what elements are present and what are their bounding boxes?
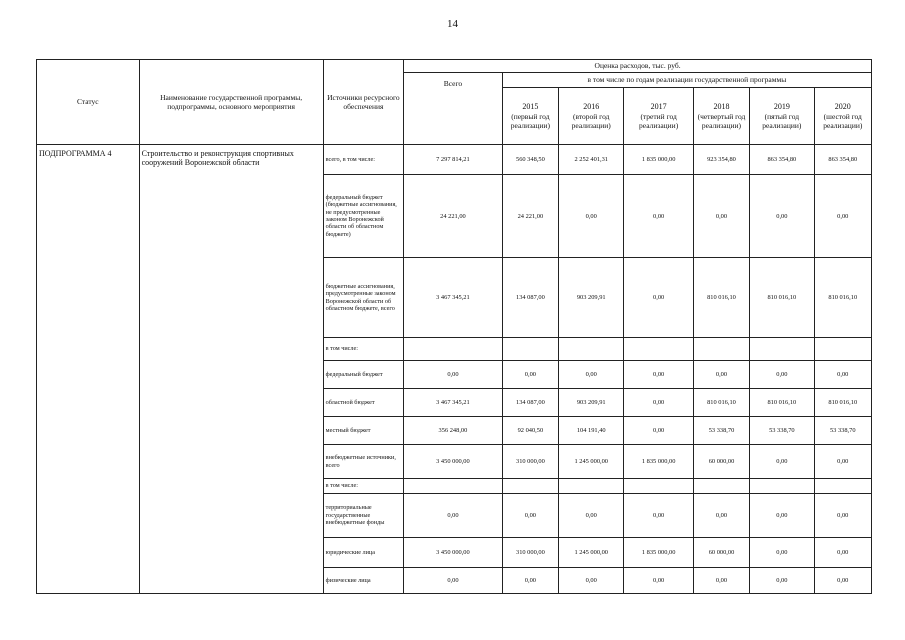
year-value-cell: 923 354,80: [693, 145, 749, 175]
year-value-cell: 0,00: [559, 361, 624, 389]
total-cell: [404, 479, 503, 494]
year-value-cell: 0,00: [624, 175, 693, 258]
year-label: 2019: [773, 101, 790, 111]
year-value-cell: [559, 479, 624, 494]
year-label: 2018: [713, 101, 730, 111]
year-value-cell: 0,00: [750, 361, 814, 389]
year-value-cell: 0,00: [750, 538, 814, 568]
year-value-cell: 310 000,00: [502, 538, 558, 568]
source-cell: в том числе:: [323, 479, 403, 494]
header-year-2018: [693, 88, 749, 145]
year-value-cell: 0,00: [814, 175, 871, 258]
year-value-cell: 0,00: [750, 175, 814, 258]
year-value-cell: 60 000,00: [693, 538, 749, 568]
year-value-cell: [502, 338, 558, 361]
year-value-cell: 810 016,10: [693, 389, 749, 417]
year-value-cell: 810 016,10: [814, 389, 871, 417]
total-cell: 3 450 000,00: [404, 445, 503, 479]
year-value-cell: 0,00: [624, 568, 693, 594]
header-year-2015: [502, 88, 558, 145]
year-value-cell: 0,00: [502, 361, 558, 389]
year-value-cell: 1 245 000,00: [559, 445, 624, 479]
year-value-cell: 53 338,70: [814, 417, 871, 445]
header-estimate: Оценка расходов, тыс. руб.: [404, 60, 872, 73]
year-value-cell: [814, 338, 871, 361]
year-value-cell: 0,00: [814, 361, 871, 389]
header-year-2020: [814, 88, 871, 145]
year-value-cell: [693, 479, 749, 494]
source-cell: бюджетные ассигнования, предусмотренные законом Воронежской области об областном бюджете, всего: [323, 258, 403, 338]
year-value-cell: 810 016,10: [814, 258, 871, 338]
year-value-cell: 0,00: [814, 568, 871, 594]
total-cell: 7 297 814,21: [404, 145, 503, 175]
year-value-cell: [624, 338, 693, 361]
year-value-cell: 134 087,00: [502, 389, 558, 417]
total-cell: 24 221,00: [404, 175, 503, 258]
year-value-cell: [693, 338, 749, 361]
total-cell: 0,00: [404, 568, 503, 594]
year-value-cell: 134 087,00: [502, 258, 558, 338]
year-value-cell: 0,00: [750, 568, 814, 594]
year-value-cell: 104 191,40: [559, 417, 624, 445]
year-value-cell: 560 348,50: [502, 145, 558, 175]
year-value-cell: [750, 479, 814, 494]
year-value-cell: [559, 338, 624, 361]
year-value-cell: 0,00: [624, 417, 693, 445]
year-value-cell: [814, 479, 871, 494]
resource-table: [36, 59, 872, 594]
year-value-cell: 1 835 000,00: [624, 145, 693, 175]
year-value-cell: 0,00: [624, 494, 693, 538]
year-label: 2020: [834, 101, 851, 111]
year-value-cell: 0,00: [559, 568, 624, 594]
year-value-cell: 0,00: [559, 494, 624, 538]
source-cell: местный бюджет: [323, 417, 403, 445]
year-value-cell: 2 252 401,31: [559, 145, 624, 175]
year-label: 2017: [650, 101, 667, 111]
year-value-cell: 0,00: [693, 568, 749, 594]
source-cell: федеральный бюджет: [323, 361, 403, 389]
year-label: 2015: [522, 101, 539, 111]
year-value-cell: [624, 479, 693, 494]
year-value-cell: 60 000,00: [693, 445, 749, 479]
year-value-cell: 0,00: [814, 445, 871, 479]
year-value-cell: 903 209,91: [559, 389, 624, 417]
year-value-cell: 810 016,10: [750, 389, 814, 417]
table-row: [37, 145, 872, 175]
year-value-cell: 0,00: [814, 494, 871, 538]
year-value-cell: 0,00: [750, 445, 814, 479]
year-note: (третий год реализации): [639, 111, 679, 130]
header-total: Всего: [404, 73, 503, 145]
year-value-cell: 863 354,80: [750, 145, 814, 175]
year-value-cell: 0,00: [693, 494, 749, 538]
page-number: 14: [447, 18, 458, 30]
year-note: (первый год реализации): [510, 111, 550, 130]
header-year-2019: [750, 88, 814, 145]
total-cell: 356 248,00: [404, 417, 503, 445]
year-value-cell: 810 016,10: [750, 258, 814, 338]
header-by-years: в том числе по годам реализации государственной программы: [502, 73, 871, 88]
year-value-cell: 0,00: [750, 494, 814, 538]
year-value-cell: 0,00: [693, 175, 749, 258]
header-name: Наименование государственной программы, подпрограммы, основного мероприятия: [139, 60, 323, 145]
year-value-cell: 1 835 000,00: [624, 445, 693, 479]
program-status: ПОДПРОГРАММА 4: [37, 145, 140, 594]
header-year-2016: [559, 88, 624, 145]
total-cell: 0,00: [404, 361, 503, 389]
year-value-cell: 863 354,80: [814, 145, 871, 175]
year-value-cell: 1 245 000,00: [559, 538, 624, 568]
year-value-cell: 0,00: [502, 494, 558, 538]
year-value-cell: 53 338,70: [693, 417, 749, 445]
source-cell: всего, в том числе:: [323, 145, 403, 175]
source-cell: физические лица: [323, 568, 403, 594]
header-status: Статус: [37, 60, 140, 145]
year-value-cell: 0,00: [624, 258, 693, 338]
total-cell: 3 450 000,00: [404, 538, 503, 568]
total-cell: [404, 338, 503, 361]
year-value-cell: [750, 338, 814, 361]
year-value-cell: 0,00: [693, 361, 749, 389]
year-note: (четвертый год реализации): [697, 111, 746, 130]
year-value-cell: 903 209,91: [559, 258, 624, 338]
source-cell: областной бюджет: [323, 389, 403, 417]
year-label: 2016: [583, 101, 600, 111]
source-cell: в том числе:: [323, 338, 403, 361]
year-value-cell: 24 221,00: [502, 175, 558, 258]
year-value-cell: 0,00: [559, 175, 624, 258]
year-value-cell: 0,00: [624, 361, 693, 389]
program-name: Строительство и реконструкция спортивных сооружений Воронежской области: [139, 145, 323, 594]
header-year-2017: [624, 88, 693, 145]
source-cell: внебюджетные источники, всего: [323, 445, 403, 479]
total-cell: 3 467 345,21: [404, 258, 503, 338]
source-cell: территориальные государственные внебюджетные фонды: [323, 494, 403, 538]
year-value-cell: 0,00: [502, 568, 558, 594]
year-note: (пятый год реализации): [762, 111, 802, 130]
source-cell: юридические лица: [323, 538, 403, 568]
year-note: (второй год реализации): [571, 111, 611, 130]
total-cell: 3 467 345,21: [404, 389, 503, 417]
year-value-cell: 92 040,50: [502, 417, 558, 445]
source-cell: федеральный бюджет (бюджетные ассигнования, не предусмотренные законом Воронежской области об областном бюджете): [323, 175, 403, 258]
year-value-cell: 810 016,10: [693, 258, 749, 338]
year-note: (шестой год реализации): [823, 111, 863, 130]
header-sources: Источники ресурсного обеспечения: [323, 60, 403, 145]
year-value-cell: [502, 479, 558, 494]
year-value-cell: 53 338,70: [750, 417, 814, 445]
year-value-cell: 310 000,00: [502, 445, 558, 479]
year-value-cell: 1 835 000,00: [624, 538, 693, 568]
year-value-cell: 0,00: [624, 389, 693, 417]
total-cell: 0,00: [404, 494, 503, 538]
year-value-cell: 0,00: [814, 538, 871, 568]
